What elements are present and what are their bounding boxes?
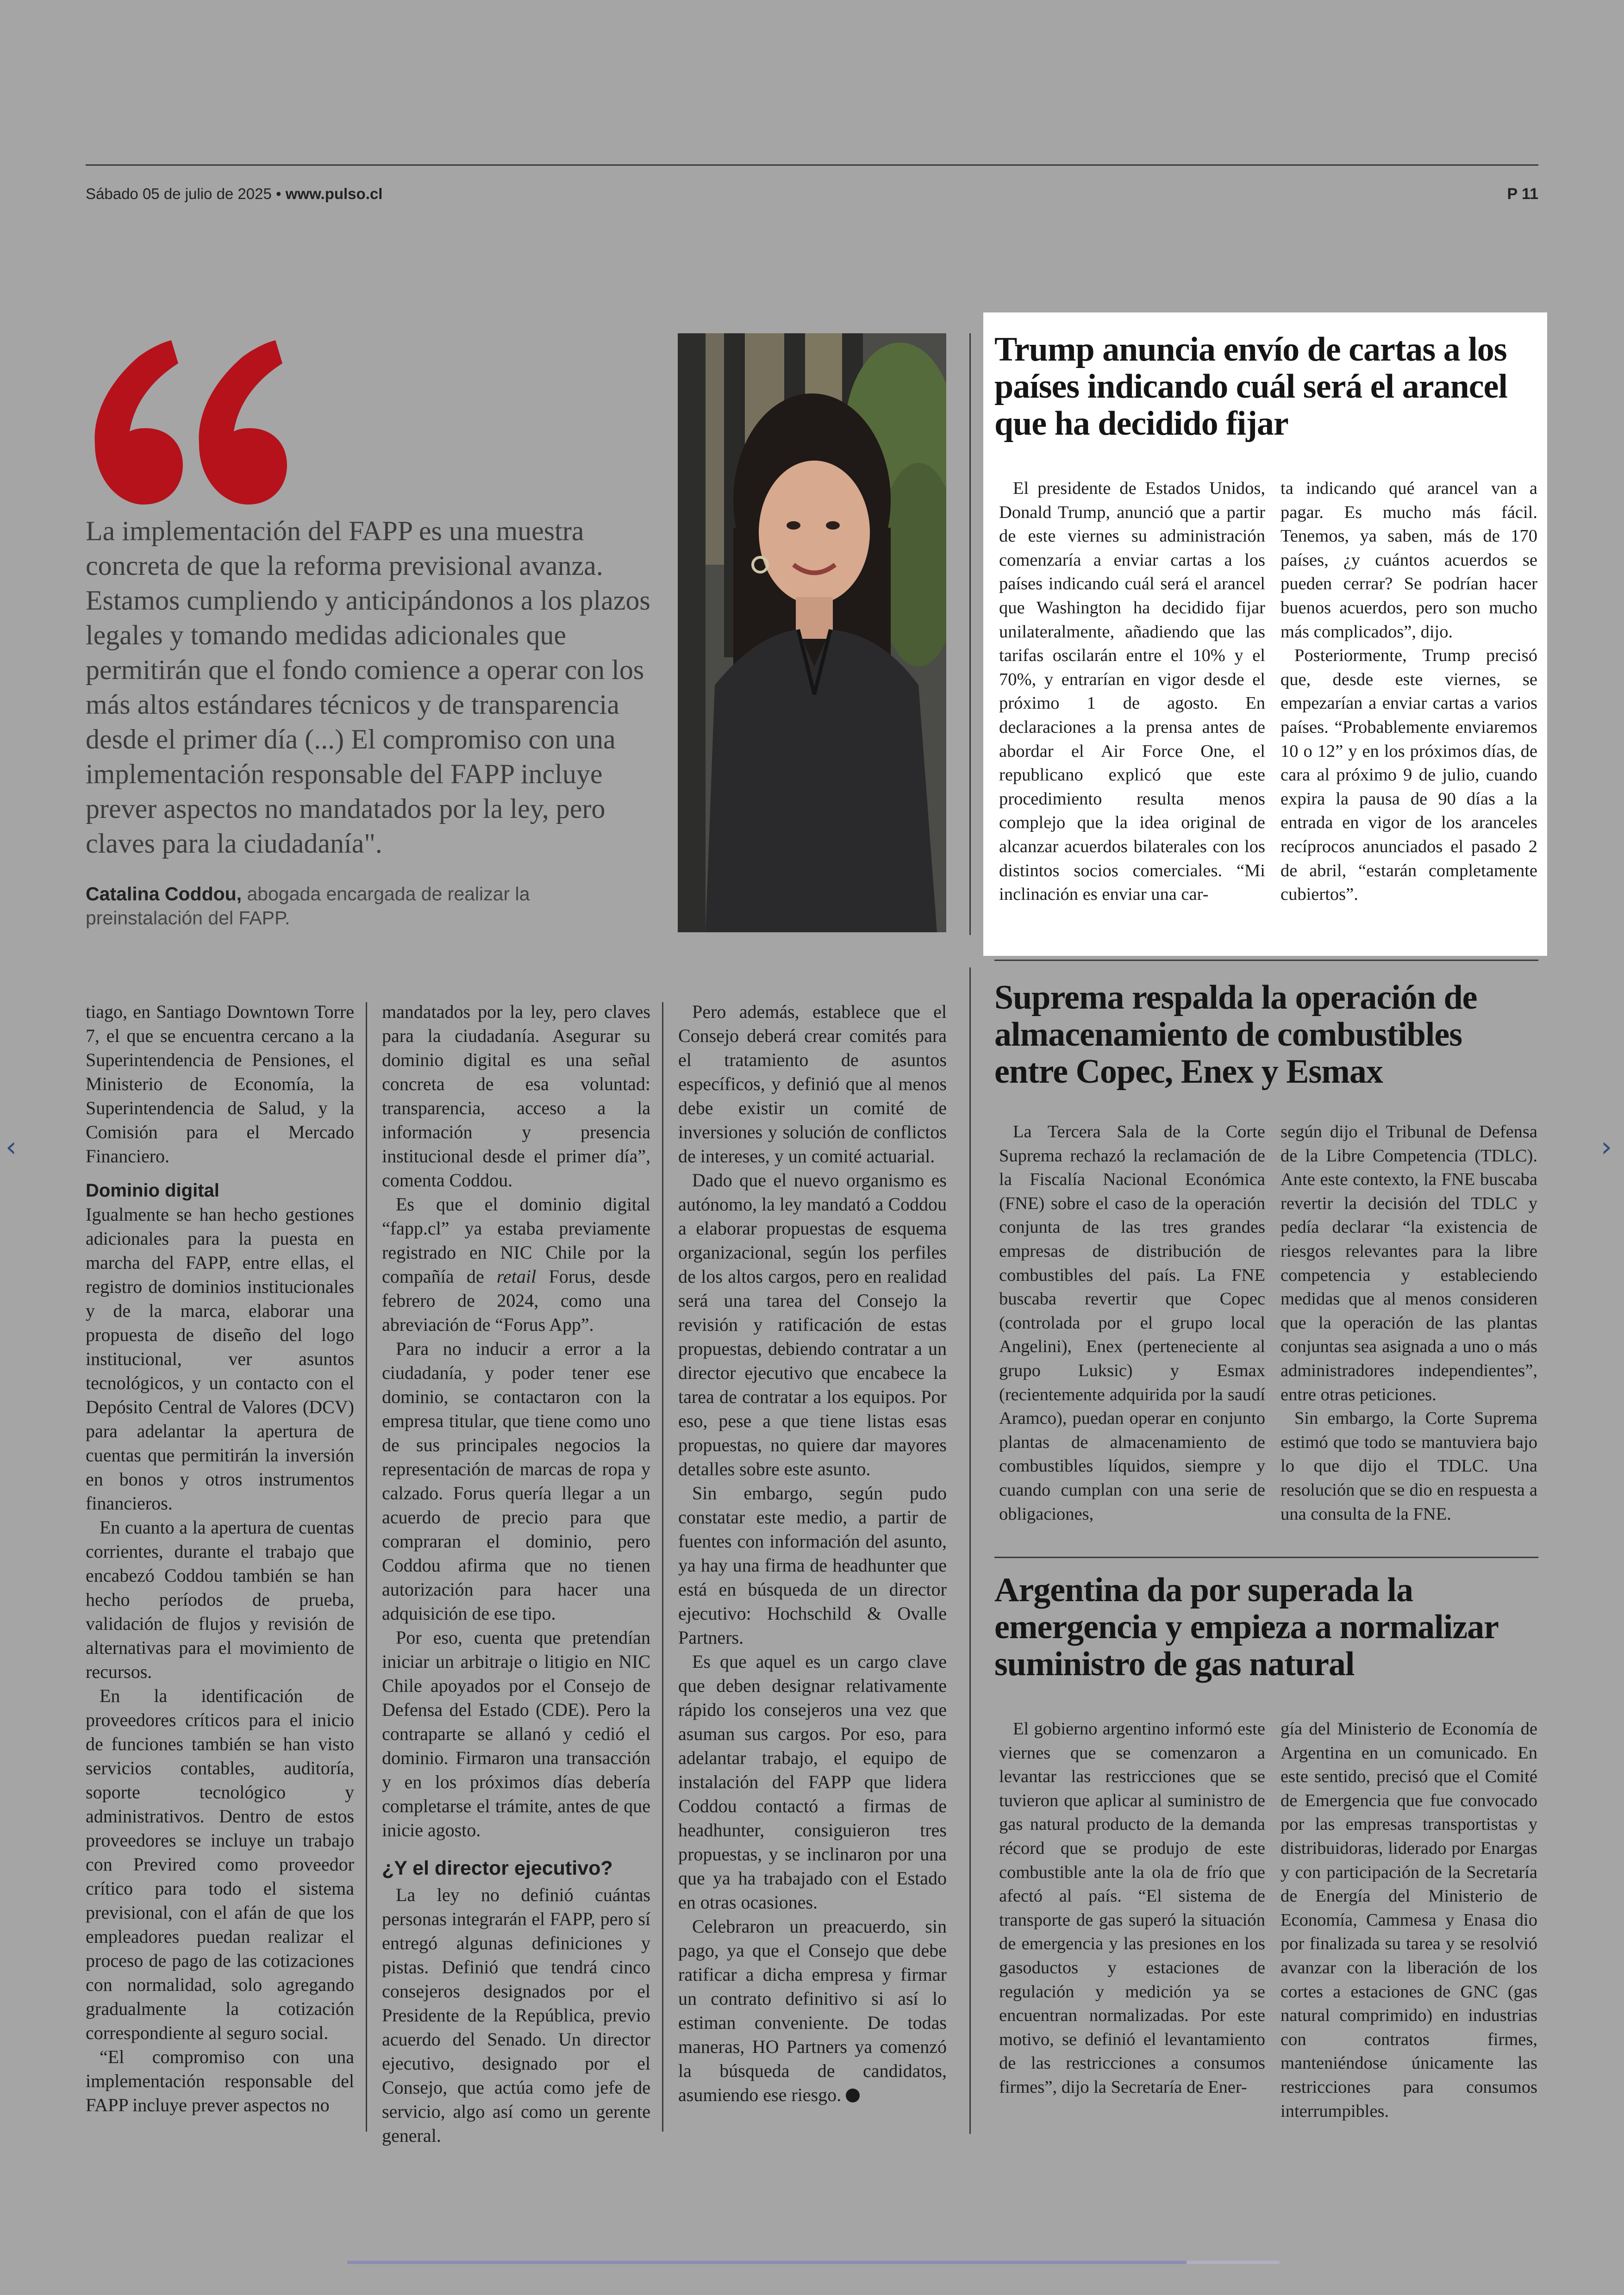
paragraph: según dijo el Tribunal de Defensa de la Libre Competencia (TDLC). Ante este contexto, la FNE buscaba revertir la decisión del TDLC y pedía declarar “la existencia de riesgos relevantes para la libre competencia y estableciendo medidas que al menos consideren que la operación de las plantas conjuntas sea asignada a uno o más administradores independientes”, entre otras peticiones. xyxy=(1280,1122,1537,1404)
pull-quote-author-name: Catalina Coddou, xyxy=(86,883,242,904)
paragraph: La ley no definió cuántas personas integrarán el FAPP, pero sí entregó algunas definiciones y pistas. Definió que tendrá cinco consejeros designados por el Presidente de la República, previo acuerdo del Senado. Un director ejecutivo, designado por el Consejo, que actúa como jefe de servicio, algo así como un gerente general. xyxy=(382,1884,650,2146)
text-run: Es que el dominio digital “fapp.cl” ya estaba previamente registrado en NIC Chile por la compañía de xyxy=(382,1194,650,1287)
paragraph: Sin embargo, la Corte Suprema estimó que todo se mantuviera bajo lo que dijo el TDLC. Una resolución que se dio en respuesta a una consulta de la FNE. xyxy=(1280,1409,1537,1524)
brief-separator xyxy=(994,960,1538,961)
quote-mark-icon xyxy=(83,329,306,514)
vertical-rule-briefs-lower xyxy=(969,967,971,2134)
pull-quote-author xyxy=(86,882,618,930)
paragraph: tiago, en Santiago Downtown Torre 7, el que se encuentra cercano a la Superintendencia de Pensiones, el Ministerio de Economía, la Superintendencia de Salud, y la Comisión para el Mercado Financiero. xyxy=(86,1001,354,1166)
scroll-progress-bar[interactable] xyxy=(347,2261,1187,2264)
header-rule xyxy=(86,164,1538,166)
text-run-italic: retail xyxy=(496,1266,537,1287)
brief-separator xyxy=(994,1557,1538,1558)
text-run: Celebraron un preacuerdo, sin pago, ya que el Consejo que debe ratificar a dicha empresa y firmar un contrato definitivo si así lo estiman conveniente. De todas maneras, HO Partners ya comenzó la búsqueda de candidatos, asumiendo ese riesgo. xyxy=(678,1916,947,2105)
paragraph: Sin embargo, según pudo constatar este medio, a partir de fuentes con información del asunto, ya hay una firma de headhunter que está en búsqueda de un director ejecutivo: Hochschild & Ovalle Partners. xyxy=(678,1483,947,1648)
subheading-dominio-digital: Dominio digital xyxy=(86,1180,219,1201)
brief-trump-title: Trump anuncia envío de cartas a los países indicando cuál será el arancel que ha decidido fijar xyxy=(994,331,1507,443)
paragraph: La Tercera Sala de la Corte Suprema rechazó la reclamación de la Fiscalía Nacional Económica (FNE) sobre el caso de la operación conjunta de las tres grandes empresas de distribución de combustibles del país. La FNE buscaba revertir que Copec (controlada por el grupo local Angelini), Enex (perteneciente al grupo Luksic) y Esmax (recientemente adquirida por la saudí Aramco), puedan operar en conjunto plantas de almacenamiento de combustibles líquidos, siempre y cuando cumplan con una serie de obligaciones, xyxy=(999,1122,1265,1524)
subheading-director-ejecutivo: ¿Y el director ejecutivo? xyxy=(382,1857,613,1879)
paragraph: Por eso, cuenta que pretendían iniciar un arbitraje o litigio en NIC Chile apoyados por el Consejo de Defensa del Estado (CDE). Pero la contraparte se allanó y cedió el dominio. Firmaron una transacción y en los próximos días debería completarse el trámite, antes de que inicie agosto. xyxy=(382,1627,650,1840)
brief-trump-col1 xyxy=(999,477,1265,907)
header-dateline xyxy=(86,185,382,203)
chevron-right-icon[interactable]: › xyxy=(1601,1131,1612,1163)
chevron-left-icon[interactable]: ‹ xyxy=(6,1131,17,1163)
column-rule xyxy=(366,1002,367,2132)
brief-argentina-title: Argentina da por superada la emergencia y empieza a normalizar suministro de gas natural xyxy=(994,1571,1498,1683)
paragraph: En cuanto a la apertura de cuentas corrientes, durante el trabajo que encabezó Coddou también se han hecho períodos de prueba, validación de flujos y revisión de alternativas para el movimiento de recursos. xyxy=(86,1517,354,1682)
vertical-rule-briefs xyxy=(969,333,971,935)
paragraph xyxy=(382,1192,650,1337)
brief-argentina-col2 xyxy=(1280,1717,1537,2123)
text-run: Forus, desde febrero de 2024, como una abreviación de “Forus App”. xyxy=(382,1266,650,1335)
paragraph: Igualmente se han hecho gestiones adicionales para la puesta en marcha del FAPP, entre ellas, el registro de dominios institucionales y de la marca, elaborar una propuesta de diseño del logo institucional, ver asuntos tecnológicos, y un contacto con el Depósito Central de Valores (DCV) para adelantar la apertura de cuentas que permitirán la inversión en bonos y otros instrumentos financieros. xyxy=(86,1204,354,1514)
header-site: www.pulso.cl xyxy=(285,185,383,202)
brief-suprema-col2 xyxy=(1280,1120,1537,1526)
article-column-2 xyxy=(382,1000,650,2148)
paragraph: gía del Ministerio de Economía de Argentina en un comunicado. En este sentido, precisó que el Comité de Emergencia que fue convocado por las empresas transportistas y distribuidoras, liderado por Enargas y con participación de la Secretaría de Energía del Ministerio de Economía, Cammesa y Enasa dio por finalizada su tarea y se resolvió avanzar con la liberación de los cortes a estaciones de GNC (gas natural comprimido) en industrias con contratos firmes, manteniéndose únicamente las restricciones para consumos interrumpibles. xyxy=(1280,1719,1537,2121)
end-of-article-icon xyxy=(846,2089,860,2102)
header-date: Sábado 05 de julio de 2025 xyxy=(86,185,272,202)
paragraph: Pero además, establece que el Consejo deberá crear comités para el tratamiento de asuntos específicos, y definió que al menos debe existir un comité de inversiones y solución de conflictos de intereses, y un comité actuarial. xyxy=(678,1001,947,1166)
paragraph: Dado que el nuevo organismo es autónomo, la ley mandató a Coddou a elaborar propuestas de esquema organizacional, según los perfiles de los altos cargos, pero en realidad será una tarea del Consejo la revisión y ratificación de estas propuestas, debiendo contratar a un director ejecutivo que encabece la tarea de contratar a los equipos. Por eso, pese a que tiene listas esas propuestas, no quiere dar mayores detalles sobre este asunto. xyxy=(678,1170,947,1479)
brief-suprema-col1 xyxy=(999,1120,1265,1526)
paragraph: “El compromiso con una implementación responsable del FAPP incluye prever aspectos no xyxy=(86,2046,354,2115)
article-column-1 xyxy=(86,1000,354,2117)
paragraph: En la identificación de proveedores críticos para el inicio de funciones también se han visto servicios contables, auditoría, soporte tecnológico y administrativos. Dentro de estos proveedores se incluye un trabajo con Previred como proveedor crítico para todo el sistema previsional, con el afán de que los empleadores puedan realizar el proceso de pago de las cotizaciones con normalidad, solo agregando gradualmente la cotización correspondiente al seguro social. xyxy=(86,1685,354,2043)
brief-trump-col2 xyxy=(1280,477,1537,907)
paragraph: mandatados por la ley, pero claves para la ciudadanía. Asegurar su dominio digital es una señal concreta de esa voluntad: transparencia, acceso a la información y presencia institucional desde el primer día”, comenta Coddou. xyxy=(382,1001,650,1191)
pull-quote-text: La implementación del FAPP es una muestra concreta de que la reforma previsional avanza. Estamos cumpliendo y anticipándonos a los plazos legales y tomando medidas adicionales que permitirán que el fondo comience a operar con los más altos estándares técnicos y de transparencia desde el primer día (...) El compromiso con una implementación responsable del FAPP incluye prever aspectos no mandatados por la ley, pero claves para la ciudadanía". xyxy=(86,516,650,859)
pull-quote-author-role: abogada encargada de realizar la preinstalación del FAPP. xyxy=(86,883,530,929)
brief-suprema-title: Suprema respalda la operación de almacenamiento de combustibles entre Copec, Enex y Esmax xyxy=(994,979,1477,1091)
paragraph: Para no inducir a error a la ciudadanía, y poder tener ese dominio, se contactaron con la empresa titular, que tiene como uno de sus principales negocios la representación de marcas de ropa y calzado. Forus quería llegar a un acuerdo de precio para que compraran el dominio, pero Coddou afirma que no tienen autorización para hacer una adquisición de ese tipo. xyxy=(382,1338,650,1624)
paragraph xyxy=(678,1915,947,2107)
portrait-illustration xyxy=(678,333,946,932)
paragraph: El presidente de Estados Unidos, Donald Trump, anunció que a partir de este viernes su administración comenzaría a enviar cartas a los países indicando cuál será el arancel que Washington ha decidido fijar unilateralmente, añadiendo que las tarifas oscilarán entre el 10% y el 70%, y entrarían en vigor desde el próximo 1 de agosto. En declaraciones a la prensa antes de abordar el Air Force One, el republicano explicó que este procedimiento resulta menos complejo que la idea original de alcanzar acuerdos bilaterales con los distintos socios comerciales. “Mi inclinación es enviar una car- xyxy=(999,479,1265,904)
paragraph: El gobierno argentino informó este viernes que se comenzaron a levantar las restricciones que se tuvieron que aplicar al suministro de gas natural producto de la demanda récord que se produjo de este combustible ante la ola de frío que afectó al país. “El sistema de transporte de gas superó la situación de emergencia y las presiones en los gasoductos y estaciones de regulación y medición ya se encuentran normalizadas. Por este motivo, se definió el levantamiento de las restricciones a consumos firmes”, dijo la Secretaría de Ener- xyxy=(999,1719,1265,2097)
brief-argentina-col1 xyxy=(999,1717,1265,2100)
column-rule xyxy=(662,1002,663,2132)
paragraph: Posteriormente, Trump precisó que, desde este viernes, se empezarían a enviar cartas a varios países. “Probablemente enviaremos 10 o 12” y en los próximos días, de cara al próximo 9 de julio, cuando expira la pausa de 90 días a la entrada en vigor de los aranceles recíprocos anunciados el pasado 2 de abril, “estarán completamente cubiertos”. xyxy=(1280,646,1537,904)
paragraph: Es que aquel es un cargo clave que deben designar relativamente rápido los consejeros una vez que asuman sus cargos. Por eso, para adelantar trabajo, el equipo de instalación del FAPP que lidera Coddou contactó a firmas de headhunter, consiguieron tres propuestas, y se inclinaron por una que ya ha trabajado con el Estado en otras ocasiones. xyxy=(678,1651,947,1913)
article-column-3 xyxy=(678,1000,947,2107)
page-number: P 11 xyxy=(1507,185,1538,203)
paragraph: ta indicando qué arancel van a pagar. Es mucho más fácil. Tenemos, ya saben, más de 170 países, ¿y cuántos acuerdos se pueden cerrar? Se podrían hacer buenos acuerdos, pero son mucho más complicados”, dijo. xyxy=(1280,479,1537,642)
portrait-photo xyxy=(678,333,946,932)
header-separator: • xyxy=(271,185,286,202)
